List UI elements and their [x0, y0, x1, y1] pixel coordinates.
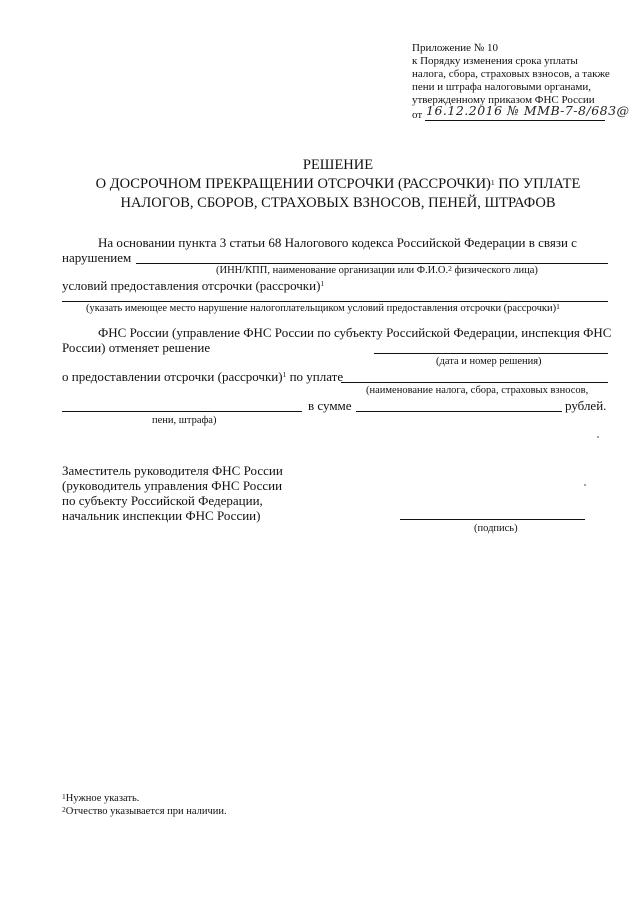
- signatory-line: начальник инспекции ФНС России): [62, 508, 261, 523]
- footnote-2: [62, 806, 227, 818]
- footnote-1: [62, 793, 139, 805]
- paragraph-3-line-1: [62, 369, 343, 385]
- title-line-2-text: О ДОСРОЧНОМ ПРЕКРАЩЕНИИ ОТСРОЧКИ (РАССРОЧКИ): [95, 176, 491, 192]
- sum-field-line: [356, 411, 562, 412]
- order-date-underline: [425, 120, 605, 121]
- appendix-line: к Порядку изменения срока уплаты: [412, 55, 578, 67]
- paragraph-1-line-1: На основании пункта 3 статьи 68 Налогового кодекса Российской Федерации в связи с: [98, 235, 577, 250]
- footnote-text: Нужное указать.: [65, 793, 140, 804]
- caption-text: (указать имеющее место нарушение налогоплательщиком условий предоставления отсрочки (рассрочки): [86, 303, 557, 314]
- taxpayer-caption: [216, 265, 538, 277]
- decision-date-field-line: [374, 353, 608, 354]
- footnote-ref: 1: [556, 302, 560, 311]
- title-line-2: [0, 175, 640, 194]
- handwritten-order-date: 16.12.2016 № ММВ-7-8/683@: [426, 103, 630, 118]
- title-line-3: НАЛОГОВ, СБОРОВ, СТРАХОВЫХ ВЗНОСОВ, ПЕНЕЙ, ШТРАФОВ: [120, 195, 556, 211]
- footnote-mark: 2: [62, 805, 66, 814]
- footnote-ref: 1: [320, 279, 325, 288]
- sum-label: в сумме: [308, 398, 352, 413]
- appendix-date-prefix: от: [412, 109, 423, 121]
- footnote-ref: 2: [448, 264, 452, 273]
- paragraph-text: о предоставлении отсрочки (рассрочки): [62, 369, 283, 384]
- paragraph-1-line-3: [62, 278, 324, 294]
- paragraph-1-line-2: нарушением: [62, 250, 132, 265]
- footnote-text: Отчество указывается при наличии.: [65, 806, 227, 817]
- tax-name-field-line-2: [62, 411, 302, 412]
- appendix-number: Приложение № 10: [412, 42, 499, 54]
- signatory-line: Заместитель руководителя ФНС России: [62, 463, 283, 478]
- caption-text: физического лица): [451, 265, 538, 276]
- appendix-line: пени и штрафа налоговыми органами,: [412, 81, 592, 93]
- scan-speck: [584, 484, 586, 486]
- appendix-line: налога, сбора, страховых взносов, а также: [412, 68, 610, 80]
- signatory-line: по субъекту Российской Федерации,: [62, 493, 263, 508]
- decision-date-caption: (дата и номер решения): [436, 356, 542, 367]
- currency-label: рублей.: [565, 398, 607, 413]
- paragraph-text: условий предоставления отсрочки (рассрочки): [62, 278, 321, 293]
- violation-caption: [86, 303, 560, 315]
- caption-text: (ИНН/КПП, наименование организации или Ф.И.О.: [216, 265, 449, 276]
- paragraph-2-line-2: России) отменяет решение: [62, 340, 211, 355]
- footnote-mark: 1: [62, 792, 66, 801]
- footnote-ref: 1: [282, 370, 287, 379]
- scan-speck: [597, 436, 599, 438]
- title-line-2-tail: ПО УПЛАТЕ: [494, 176, 581, 192]
- title-line-1: РЕШЕНИЕ: [302, 157, 374, 173]
- tax-name-caption-continued: пени, штрафа): [152, 415, 217, 426]
- signatory-line: (руководитель управления ФНС России: [62, 478, 283, 493]
- paragraph-text: по уплате: [286, 369, 344, 384]
- signature-field-line: [400, 519, 585, 520]
- footnote-ref: 1: [490, 178, 495, 187]
- tax-name-caption: (наименование налога, сбора, страховых взносов,: [366, 385, 589, 396]
- taxpayer-field-line: [136, 263, 608, 264]
- paragraph-2-line-1: ФНС России (управление ФНС России по субъекту Российской Федерации, инспекция ФНС: [98, 325, 612, 340]
- signature-caption: (подпись): [474, 523, 518, 534]
- tax-name-field-line: [341, 382, 608, 383]
- violation-field-line: [62, 301, 608, 302]
- appendix-line: утвержденному приказом ФНС России: [412, 94, 595, 106]
